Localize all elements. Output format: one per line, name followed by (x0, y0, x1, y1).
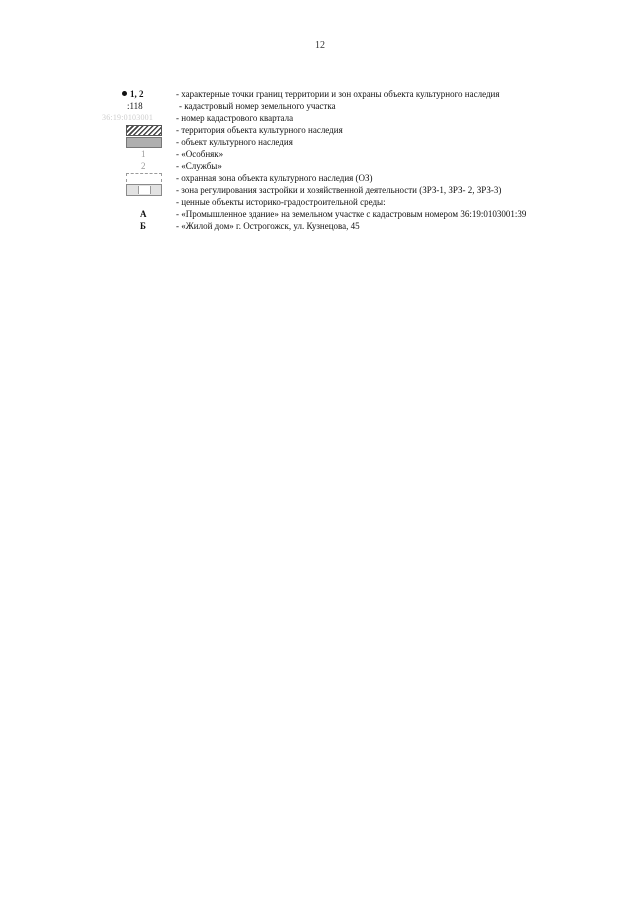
legend-symbol (100, 220, 176, 232)
legend-description: - характерные точки границ территории и зон охраны объекта культурного наследия (176, 89, 500, 99)
legend-row-regulation-zone (100, 184, 620, 196)
legend-row-residential-house (100, 220, 620, 232)
legend-row-protection-zone (100, 172, 620, 184)
legend-row-cadastral-quarter (100, 112, 620, 124)
legend-symbol-text: 2 (141, 161, 146, 171)
legend-row-boundary-points (100, 88, 620, 100)
legend-symbol-text: А (140, 209, 147, 219)
legend-row-mansion (100, 148, 620, 160)
zone-swatch-icon (126, 184, 162, 196)
legend-row-services (100, 160, 620, 172)
legend-symbol (100, 172, 176, 184)
legend-description: - ценные объекты историко-градостроительной среды: (176, 197, 386, 207)
legend-symbol-text: 36:19:0103001 (102, 113, 154, 122)
legend-description: - кадастровый номер земельного участка (179, 101, 336, 111)
legend-symbol (100, 148, 176, 160)
legend-symbol-text: 1, 2 (130, 89, 144, 99)
legend-symbol (100, 112, 176, 124)
legend-symbol (100, 160, 176, 172)
hatched-area-swatch-icon (126, 125, 162, 136)
legend-symbol-text: 1 (141, 149, 146, 159)
legend-description: - «Промышленное здание» на земельном участке с кадастровым номером 36:19:0103001:39 (176, 209, 527, 219)
legend (100, 88, 620, 232)
legend-description: - территория объекта культурного наследия (176, 125, 343, 135)
legend-row-cadastral-parcel (100, 100, 620, 112)
legend-symbol-text: Б (140, 221, 146, 231)
legend-description: - номер кадастрового квартала (176, 113, 294, 123)
page-number: 12 (315, 40, 325, 51)
legend-symbol (100, 100, 176, 112)
legend-description: - охранная зона объекта культурного наследия (ОЗ) (176, 173, 373, 183)
legend-symbol (100, 196, 176, 208)
legend-row-industrial-building (100, 208, 620, 220)
legend-description: - «Службы» (176, 161, 222, 171)
legend-symbol (100, 88, 176, 100)
legend-symbol (100, 184, 176, 196)
legend-symbol (100, 136, 176, 148)
legend-symbol-text: :118 (127, 101, 143, 111)
legend-symbol (100, 124, 176, 136)
legend-symbol (100, 208, 176, 220)
legend-row-heritage-object (100, 136, 620, 148)
point-marker-icon (122, 91, 127, 96)
legend-description: - зона регулирования застройки и хозяйственной деятельности (ЗРЗ-1, ЗРЗ- 2, ЗРЗ-3) (176, 185, 502, 195)
legend-description: - «Жилой дом» г. Острогожск, ул. Кузнецова, 45 (176, 221, 360, 231)
legend-row-heritage-territory (100, 124, 620, 136)
legend-description: - «Особняк» (176, 149, 224, 159)
legend-row-valuable-objects (100, 196, 620, 208)
stippled-area-swatch-icon (126, 137, 162, 148)
legend-description: - объект культурного наследия (176, 137, 293, 147)
dashed-boundary-swatch-icon (126, 173, 162, 182)
